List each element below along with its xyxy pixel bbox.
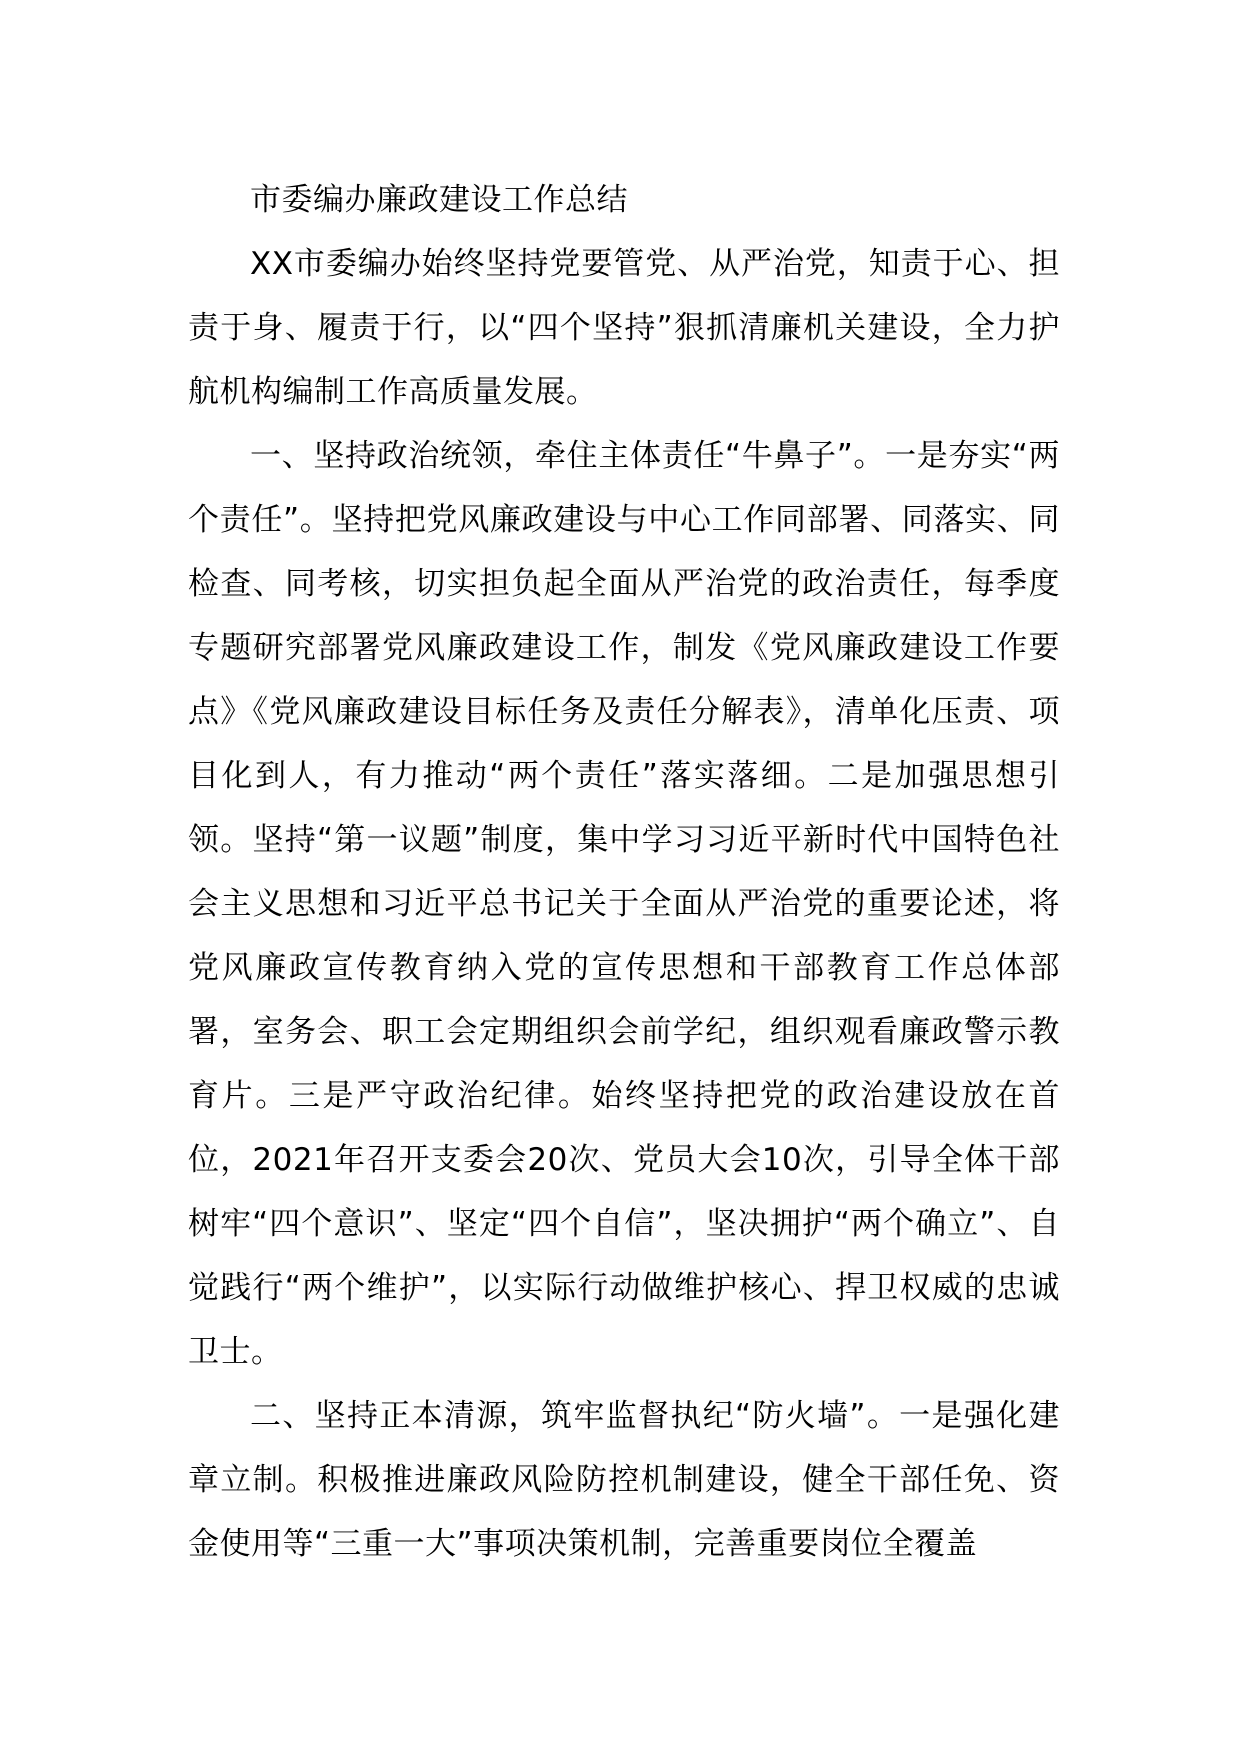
document-title: 市委编办廉政建设工作总结 <box>250 182 628 218</box>
paragraph-section-2: 二、坚持正本清源，筑牢监督执纪“防火墙”。一是强化建章立制。积极推进廉政风险防控机制建设，健全干部任免、资金使用等“三重一大”事项决策机制，完善重要岗位全覆盖 <box>188 1398 1060 1562</box>
paragraph-intro: XX市委编办始终坚持党要管党、从严治党，知责于心、担责于身、履责于行，以“四个坚持”狠抓清廉机关建设，全力护航机构编制工作高质量发展。 <box>188 246 1060 410</box>
document-body <box>188 168 1060 1576</box>
paragraph-section-1: 一、坚持政治统领，牵住主体责任“牛鼻子”。一是夯实“两个责任”。坚持把党风廉政建设与中心工作同部署、同落实、同检查、同考核，切实担负起全面从严治党的政治责任，每季度专题研究部署党风廉政建设工作，制发《党风廉政建设工作要点》《党风廉政建设目标任务及责任分解表》，清单化压责、项目化到人，有力推动“两个责任”落实落细。二是加强思想引领。坚持“第一议题”制度，集中学习习近平新时代中国特色社会主义思想和习近平总书记关于全面从严治党的重要论述，将党风廉政宣传教育纳入党的宣传思想和干部教育工作总体部署，室务会、职工会定期组织会前学纪，组织观看廉政警示教育片。三是严守政治纪律。始终坚持把党的政治建设放在首位，2021年召开支委会20次、党员大会10次，引导全体干部树牢“四个意识”、坚定“四个自信”，坚决拥护“两个确立”、自觉践行“两个维护”，以实际行动做维护核心、捍卫权威的忠诚卫士。 <box>188 438 1060 1370</box>
